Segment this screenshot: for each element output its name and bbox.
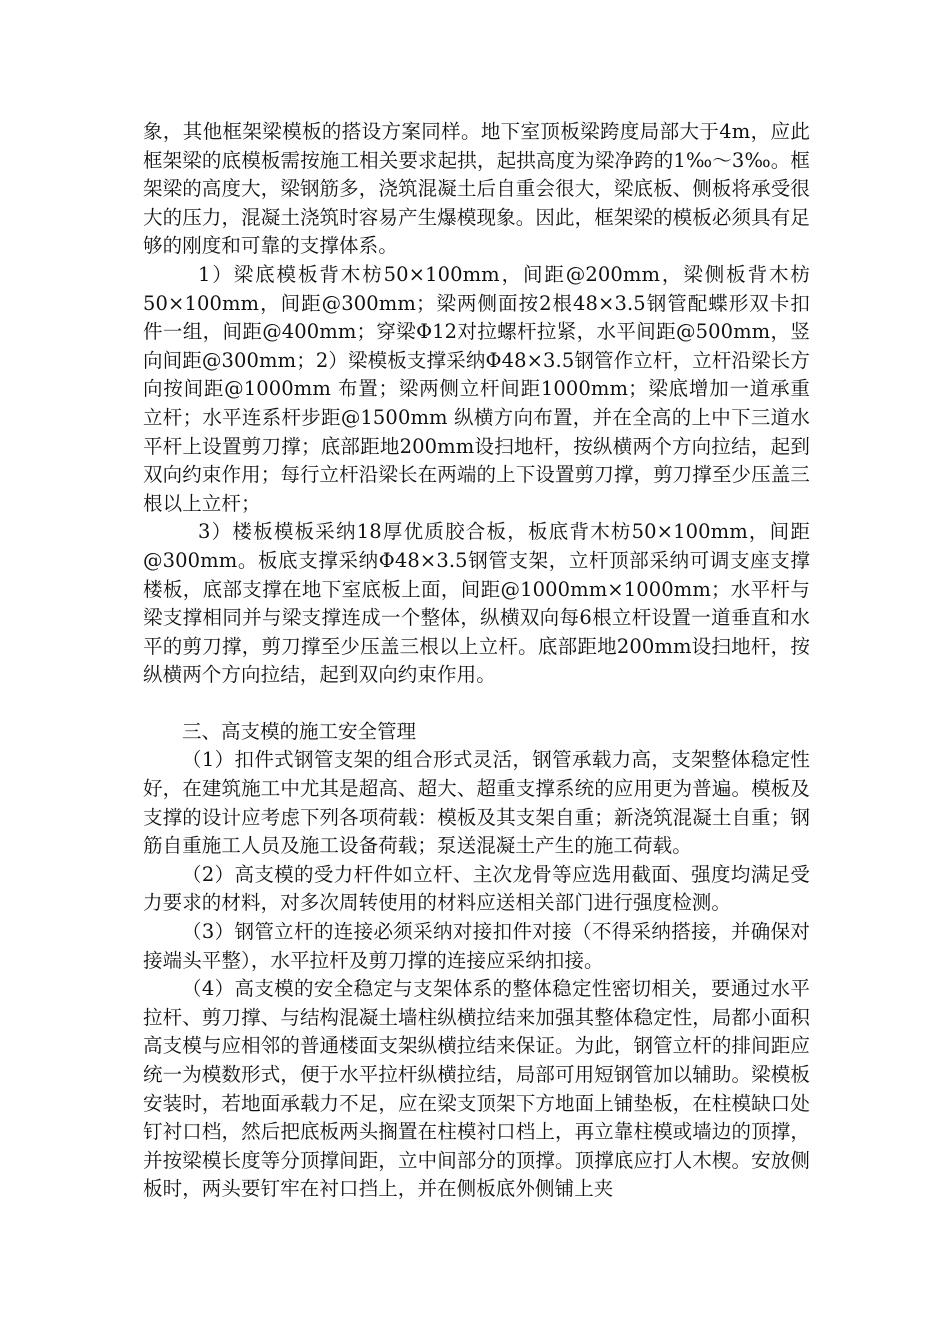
- paragraph-continued: 象，其他框架梁模板的搭设方案同样。地下室顶板梁跨度局部大于4m，应此框架梁的底模板需按施工相关要求起拱，起拱高度为梁净跨的1‰～3‰。框架梁的高度大，梁钢筋多，浇筑混凝土后自重会很大，梁底板、侧板将承受很大的压力，混凝土浇筑时容易产生爆模现象。因此，框架梁的模板必须具有足够的刚度和可靠的支撑体系。: [143, 120, 810, 258]
- paragraph-item-3: （3）钢管立杆的连接必须采纳对接扣件对接（不得采纳搭接，并确保对接端头平整），水平拉杆及剪刀撑的连接应采纳扣接。: [143, 920, 810, 972]
- paragraph-gap: [143, 690, 810, 718]
- paragraph-item-1: （1）扣件式钢管支架的组合形式灵活，钢管承载力高，支架整体稳定性好，在建筑施工中尤其是超高、超大、超重支撑系统的应用更为普遍。模板及支撑的设计应考虑下列各项荷载：模板及其支架自重；新浇筑混凝土自重；钢筋自重施工人员及施工设备荷载；泵送混凝土产生的施工荷载。: [143, 748, 810, 858]
- paragraph-item-2: （2）高支模的受力杆件如立杆、主次龙骨等应选用截面、强度均满足受力要求的材料，对多次周转使用的材料应送相关部门进行强度检测。: [143, 862, 810, 915]
- paragraph-item-4: （4）高支模的安全稳定与支架体系的整体稳定性密切相关，要通过水平拉杆、剪刀撑、与结构混凝土墙柱纵横拉结来加强其整体稳定性，局都小面积高支模与应相邻的普通楼面支架纵横拉结来保证。为此，钢管立杆的排间距应统一为模数形式，便于水平拉杆纵横拉结，局部可用短钢管加以辅助。梁模板安装时，若地面承载力不足，应在梁支顶架下方地面上铺垫板，在柱模缺口处钉衬口档，然后把底板两头搁置在柱模衬口档上，再立靠柱模或墙边的顶撑，并按梁模长度等分顶撑间距，立中间部分的顶撑。顶撑底应打人木楔。安放侧板时，两头要钉牢在衬口挡上，并在侧板底外侧铺上夹: [143, 977, 810, 1201]
- paragraph-beam-formwork: 1）梁底模板背木枋50×100mm，间距@200mm，梁侧板背木枋50×100mm，间距@300mm；梁两侧面按2根48×3.5钢管配蝶形双卡扣件一组，间距@400mm；穿梁Φ12对拉螺杆拉紧，水平间距@500mm，竖向间距@300mm；2）梁模板支撑采纳Φ48×3.5钢管作立杆，立杆沿梁长方向按间距@1000mm 布置；梁两侧立杆间距1000mm；梁底增加一道承重立杆；水平连系杆步距@1500mm 纵横方向布置，并在全高的上中下三道水平杆上设置剪刀撑；底部距地200mm设扫地杆，按纵横两个方向拉结，起到双向约束作用；每行立杆沿梁长在两端的上下设置剪刀撑，剪刀撑至少压盖三根以上立杆；: [143, 262, 810, 515]
- paragraph-slab-formwork: 3）楼板模板采纳18厚优质胶合板，板底背木枋50×100mm，间距@300mm。板底支撑采纳Φ48×3.5钢管支架，立杆顶部采纳可调支座支撑楼板，底部支撑在地下室底板上面，间距@1000mm×1000mm；水平杆与梁支撑相同并与梁支撑连成一个整体，纵横双向每6根立杆设置一道垂直和水平的剪刀撑，剪刀撑至少压盖三根以上立杆。底部距地200mm设扫地杆，按纵横两个方向拉结，起到双向约束作用。: [143, 520, 810, 687]
- section-heading: 三、高支模的施工安全管理: [182, 719, 417, 743]
